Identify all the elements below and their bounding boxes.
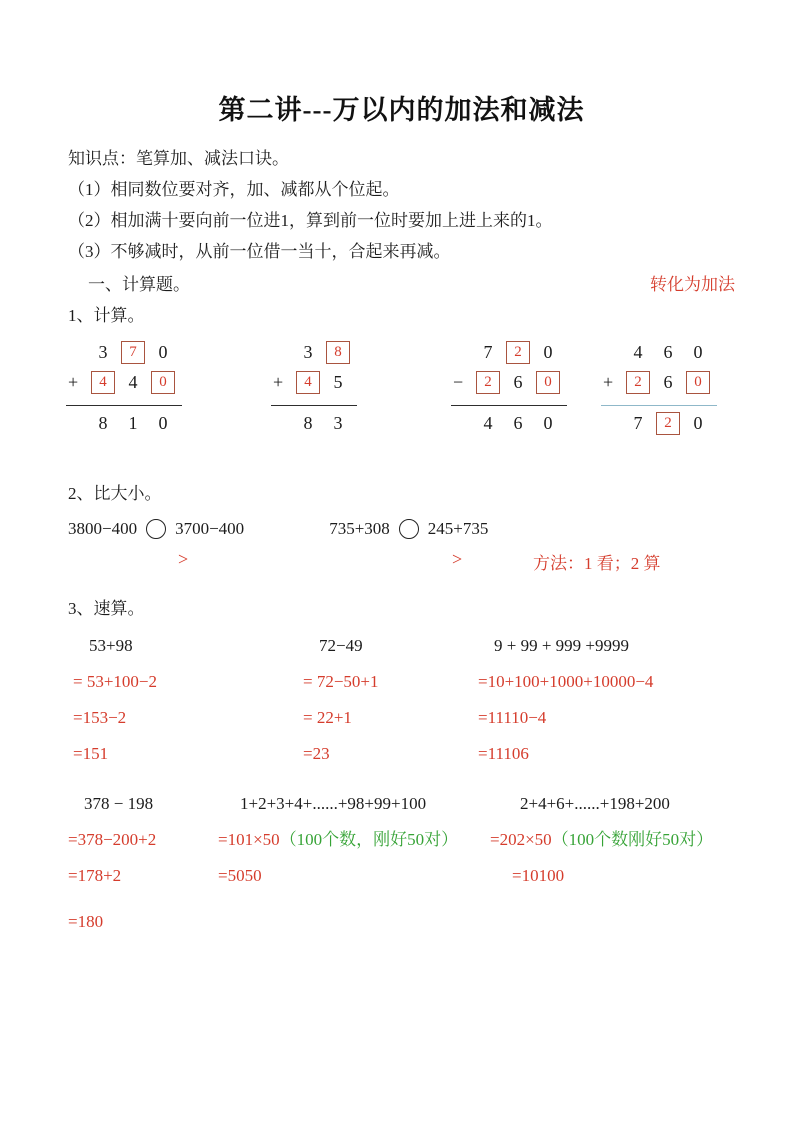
- speed-step: =11110−4: [478, 708, 547, 727]
- vp4-result-answer-box: 2: [656, 412, 680, 435]
- speed-result: =180: [68, 912, 104, 931]
- vp3-result-digit: 6: [513, 413, 523, 433]
- speed-result: =23: [303, 744, 330, 763]
- page-title: 第二讲---万以内的加法和减法: [218, 95, 585, 125]
- compare-left-expression: 735+308: [329, 519, 390, 538]
- speed-result: =11106: [478, 744, 529, 763]
- vp1-top-digit: 0: [158, 342, 168, 362]
- vp3-mid-row: [453, 367, 563, 397]
- vp4-mid-answer-box: 2: [626, 371, 650, 394]
- speed-step-red: =101×50: [218, 830, 280, 849]
- vp4-top-digit: 6: [663, 342, 673, 362]
- vp3-result-row: [453, 408, 563, 438]
- speed-problem-col-2: [303, 628, 478, 772]
- speed-step: =178+2: [68, 866, 122, 885]
- vp3-result-digit: 0: [543, 413, 553, 433]
- speed-problem-col-1: [68, 628, 303, 772]
- speed-step-mixed: [218, 822, 490, 858]
- speed-calc-row-b: [68, 786, 735, 940]
- vp1-result-digit: 8: [98, 413, 108, 433]
- vp3-top-row: [453, 337, 563, 367]
- speed-step: = 22+1: [303, 708, 352, 727]
- vp2-result-row: [273, 408, 353, 438]
- vertical-problems-row: [68, 337, 735, 438]
- speed-step: = 53+100−2: [73, 672, 158, 691]
- section2-heading: 2、比大小。: [68, 484, 162, 503]
- knowledge-point-3: （3）不够减时，从前一位借一当十，合起来再减。: [68, 242, 451, 261]
- vertical-problem-2: [273, 337, 353, 438]
- knowledge-intro: 知识点：笔算加、减法口诀。: [68, 149, 289, 168]
- vertical-problem-4: [603, 337, 713, 438]
- vp2-operator: +: [273, 371, 284, 392]
- speed-problem-col-4: [68, 786, 218, 940]
- vp1-rule-line: [66, 405, 182, 406]
- vertical-problem-3: [453, 337, 563, 438]
- vp1-result-row: [68, 408, 178, 438]
- speed-step: =378−200+2: [68, 830, 157, 849]
- speed-step-red: =202×50: [490, 830, 552, 849]
- compare-pair-2: [329, 519, 488, 539]
- vp4-mid-digit: 6: [663, 372, 673, 392]
- speed-problem: 9 + 99 + 999 +9999: [494, 636, 630, 655]
- vp2-result-digit: 3: [333, 413, 343, 433]
- vp3-rule-line: [451, 405, 567, 406]
- vp1-mid-row: [68, 367, 178, 397]
- section1-heading-row: [68, 269, 735, 300]
- section1-sub-heading: 1、计算。: [68, 306, 145, 325]
- vp1-result-digit: 0: [158, 413, 168, 433]
- compare-circle-2: [399, 519, 419, 539]
- vp4-rule-line: [601, 405, 717, 406]
- speed-result: =5050: [218, 866, 262, 885]
- compare-circle-1: [146, 519, 166, 539]
- vp1-top-row: [68, 337, 178, 367]
- vp2-rule-line: [271, 405, 357, 406]
- vp1-top-answer-box: 7: [121, 341, 145, 364]
- vp4-mid-answer-box: 0: [686, 371, 710, 394]
- vp4-result-digit: 0: [693, 413, 703, 433]
- compare-answer-2: >: [452, 549, 463, 569]
- vp4-top-digit: 0: [693, 342, 703, 362]
- vp3-top-digit: 0: [543, 342, 553, 362]
- speed-step-note: （100个数刚好50对）: [551, 830, 714, 849]
- knowledge-point-1: （1）相同数位要对齐，加、减都从个位起。: [68, 180, 400, 199]
- compare-method-note: 方法：1 看；2 算: [533, 554, 661, 573]
- vp3-mid-digit: 6: [513, 372, 523, 392]
- speed-step-mixed: [490, 822, 735, 858]
- vp1-mid-answer-box: 4: [91, 371, 115, 394]
- vertical-problem-1: [68, 337, 178, 438]
- speed-problem: 53+98: [89, 636, 133, 655]
- speed-problem-col-6: [490, 786, 735, 940]
- section1-heading: 一、计算题。: [88, 275, 190, 294]
- vp3-operator: −: [453, 371, 464, 392]
- compare-left-expression: 3800−400: [68, 519, 138, 538]
- vp3-mid-answer-box: 0: [536, 371, 560, 394]
- speed-step: =10+100+1000+10000−4: [478, 672, 654, 691]
- vp3-result-digit: 4: [483, 413, 493, 433]
- speed-result: =151: [73, 744, 109, 763]
- knowledge-point-2: （2）相加满十要向前一位进1，算到前一位时要加上进上来的1。: [68, 211, 553, 230]
- vp2-top-digit: 3: [303, 342, 313, 362]
- vp1-top-digit: 3: [98, 342, 108, 362]
- vp2-mid-row: [273, 367, 353, 397]
- vp4-top-row: [603, 337, 713, 367]
- section3-heading: 3、速算。: [68, 599, 145, 618]
- speed-problem: 378 − 198: [84, 794, 154, 813]
- compare-answers-row: [68, 545, 735, 581]
- vp4-top-digit: 4: [633, 342, 643, 362]
- speed-result: =10100: [512, 866, 565, 885]
- vp1-mid-answer-box: 0: [151, 371, 175, 394]
- vp2-top-row: [273, 337, 353, 367]
- vp3-mid-answer-box: 2: [476, 371, 500, 394]
- vp1-operator: +: [68, 371, 79, 392]
- vp1-mid-digit: 4: [128, 372, 138, 392]
- vp4-operator: +: [603, 371, 614, 392]
- speed-step: =153−2: [73, 708, 127, 727]
- speed-problem: 1+2+3+4+......+98+99+100: [240, 794, 427, 813]
- speed-problem-col-5: [218, 786, 490, 940]
- compare-row: [68, 519, 735, 539]
- vp2-top-answer-box: 8: [326, 341, 350, 364]
- compare-answer-1: >: [178, 549, 189, 569]
- speed-problem-col-3: [478, 628, 735, 772]
- compare-right-expression: 3700−400: [175, 519, 245, 538]
- vp3-top-digit: 7: [483, 342, 493, 362]
- vp1-result-digit: 1: [128, 413, 138, 433]
- vp4-mid-row: [603, 367, 713, 397]
- speed-problem: 72−49: [319, 636, 363, 655]
- vp2-mid-digit: 5: [333, 372, 343, 392]
- vp4-result-digit: 7: [633, 413, 643, 433]
- speed-step-note: （100个数，刚好50对）: [279, 830, 459, 849]
- vp4-result-row: [603, 408, 713, 438]
- vp2-result-digit: 8: [303, 413, 313, 433]
- compare-right-expression: 245+735: [427, 519, 489, 538]
- speed-problem: 2+4+6+......+198+200: [520, 794, 670, 813]
- speed-calc-row-a: [68, 628, 735, 772]
- compare-pair-1: [68, 519, 244, 539]
- section1-note: 转化为加法: [650, 275, 735, 294]
- vp3-top-answer-box: 2: [506, 341, 530, 364]
- vp2-mid-answer-box: 4: [296, 371, 320, 394]
- speed-step: = 72−50+1: [303, 672, 379, 691]
